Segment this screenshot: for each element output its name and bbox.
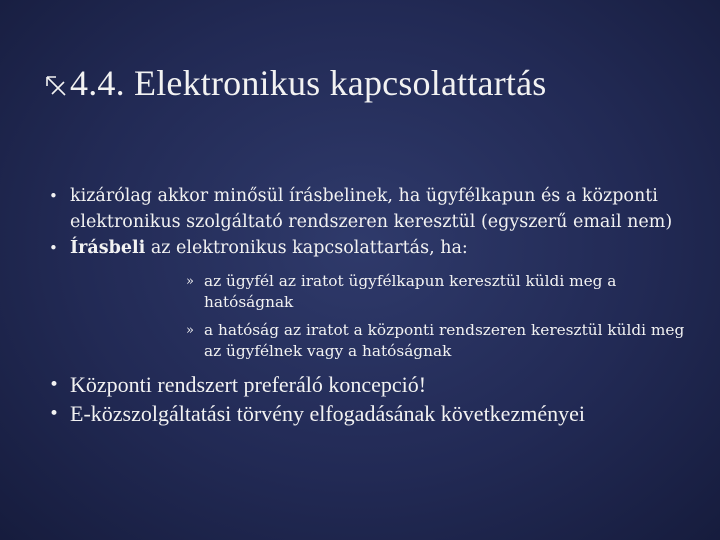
bullet-text: kizárólag akkor minősül írásbelinek, ha ügyfélkapun és a központi elektronikus szolgáltató rendszeren keresztül (egyszerű email nem) [70,186,673,232]
bullet-dot-icon: • [49,187,58,205]
bullet-dot-icon: • [49,239,58,257]
bullet-bold-text: Írásbeli [70,238,146,258]
bullet-dot-icon: • [49,404,60,424]
double-chevron-icon: » [186,323,194,338]
bullet-item [48,235,698,261]
bullet-item [48,370,698,399]
bullet-item [48,183,698,235]
sub-bullet-item [186,271,698,313]
bullet-text: E-közszolgáltatási törvény elfogadásának következményei [70,401,585,426]
open-book-quote-icon [44,74,68,98]
slide-content [48,183,698,428]
sub-bullet-text: az ügyfél az iratot ügyfélkapun keresztül küldi meg a hatóságnak [204,272,617,311]
bullet-item [48,399,698,428]
bullet-dot-icon: • [49,375,60,395]
bullet-text: az elektronikus kapcsolattartás, ha: [145,238,468,258]
page-title: 4.4. Elektronikus kapcsolattartás [70,63,547,103]
double-chevron-icon: » [186,274,194,289]
title-row [44,62,546,104]
sub-bullet-item [186,320,698,362]
bullet-text: Központi rendszert preferáló koncepció! [70,372,427,397]
sub-bullet-text: a hatóság az iratot a központi rendszeren keresztül küldi meg az ügyfélnek vagy a hatóságnak [204,321,685,360]
